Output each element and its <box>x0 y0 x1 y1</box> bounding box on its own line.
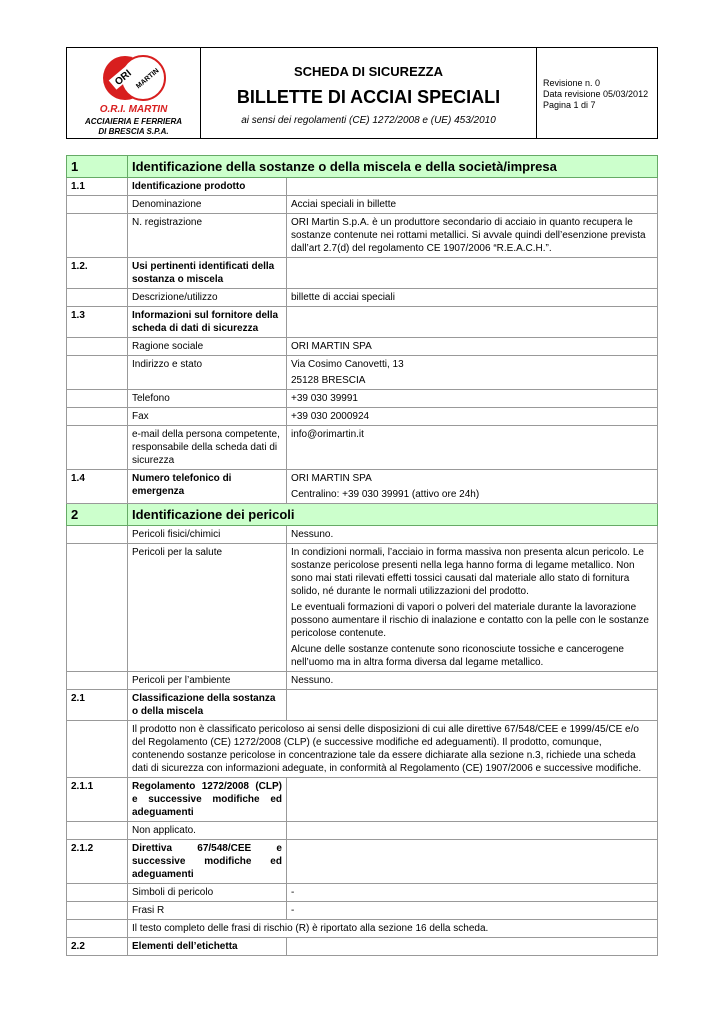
table-row: Frasi R - <box>67 902 658 920</box>
classification-text: Il prodotto non è classificato pericoloso ai sensi delle disposizioni di cui alle direttive 67/548/CEE e 1999/45/CE e/o del Regolamento (CE) 1272/2008 (CLP) (e successive modifiche ed adeguamenti). Il prodotto, comunque, contenendo sostanze pericolose in concentrazione tale da essere dichiarate alla sezione n.3, richiede una scheda dati di sicurezza con informazioni adeguate, in conformità al Regolamento (CE) 1907/2006 e successive modifiche. <box>128 721 658 778</box>
svg-text:MARTIN: MARTIN <box>135 67 161 91</box>
revision-info <box>537 48 657 138</box>
table-row: Indirizzo e stato Via Cosimo Canovetti, 13 25128 BRESCIA <box>67 356 658 390</box>
table-row: Il testo completo delle frasi di rischio (R) è riportato alla sezione 16 della scheda. <box>67 920 658 938</box>
table-row <box>67 721 658 778</box>
subsection-row: 2.1 Classificazione della sostanza o della miscela <box>67 690 658 721</box>
subsection-row: 2.1.1 Regolamento 1272/2008 (CLP) e successive modifiche ed adeguamenti <box>67 778 658 822</box>
table-row: Pericoli fisici/chimici Nessuno. <box>67 526 658 544</box>
table-row: Telefono +39 030 39991 <box>67 390 658 408</box>
revision-date: Data revisione 05/03/2012 <box>543 89 649 99</box>
table-row: Non applicato. <box>67 822 658 840</box>
section-header <box>67 156 658 178</box>
document-subtitle: ai sensi dei regolamenti (CE) 1272/2008 e (UE) 453/2010 <box>241 115 496 126</box>
revision-number: Revisione n. 0 <box>543 78 601 88</box>
table-row: Ragione sociale ORI MARTIN SPA <box>67 338 658 356</box>
table-row: Fax +39 030 2000924 <box>67 408 658 426</box>
section-number: 2 <box>67 504 128 526</box>
section-header <box>67 504 658 526</box>
section-number: 1 <box>67 156 128 178</box>
subsection-row: 1.3 Informazioni sul fornitore della scheda di dati di sicurezza <box>67 307 658 338</box>
svg-text:ORI: ORI <box>113 68 134 88</box>
safety-data-table <box>66 155 658 956</box>
company-description: ACCIAIERIA E FERRIERA DI BRESCIA S.P.A. <box>84 117 183 136</box>
table-row: Simboli di pericolo - <box>67 884 658 902</box>
subsection-row: 2.1.2 Direttiva 67/548/CEE e successive modifiche ed adeguamenti <box>67 840 658 884</box>
page-number: Pagina 1 di 7 <box>543 100 596 110</box>
subsection-row: 1.2. Usi pertinenti identificati della sostanza o miscela <box>67 258 658 289</box>
document-header <box>66 47 658 139</box>
table-row: Pericoli per l’ambiente Nessuno. <box>67 672 658 690</box>
table-row: Descrizione/utilizzo billette di acciai speciali <box>67 289 658 307</box>
document-title: BILLETTE DI ACCIAI SPECIALI <box>236 87 501 107</box>
table-row: Pericoli per la salute In condizioni normali, l’acciaio in forma massiva non presenta alcun pericolo. Le sostanze pericolose presenti nella lega hanno forma di legame metallico. Non sono mai stati rilevati effetti tossici causati dal materiale allo stato di fornitura solido, né durante le normali utilizzazioni del prodotto. Le eventuali formazioni di vapori o polveri del materiale durante la lavorazione possono aumentare il rischio di inalazione e contatto con la pelle con le sostanze pericolose contenute. Alcune delle sostanze contenute sono riconosciute tossiche e cancerogene nell’uomo ma in altra forma diversa dal legame metallico. <box>67 544 658 672</box>
table-row: e-mail della persona competente, responsabile della scheda dati di sicurezza info@orimartin.it <box>67 426 658 470</box>
document-title-cell <box>201 48 537 138</box>
subsection-row: 2.2 Elementi dell’etichetta <box>67 938 658 956</box>
subsection-row: 1.4 Numero telefonico di emergenza ORI MARTIN SPA Centralino: +39 030 39991 (attivo ore 24h) <box>67 470 658 504</box>
table-row: Denominazione Acciai speciali in billette <box>67 196 658 214</box>
email-value: info@orimartin.it <box>286 426 657 470</box>
company-logo-cell <box>67 48 201 138</box>
document-type: SCHEDA DI SICUREZZA <box>293 64 444 79</box>
table-row: N. registrazione ORI Martin S.p.A. è un produttore secondario di acciaio in quanto recupera le sostanze contenute nei rottami metallici. Si avvale quindi dell’esenzione prevista dall’art 2.7(d) del regolamento CE 1907/2006 “R.E.A.C.H.”. <box>67 214 658 258</box>
company-name: O.R.I. MARTIN <box>99 104 168 115</box>
ori-martin-logo-icon <box>101 52 167 104</box>
section-title: Identificazione dei pericoli <box>128 504 658 526</box>
subsection-row: 1.1 Identificazione prodotto <box>67 178 658 196</box>
section-title: Identificazione della sostanze o della miscela e della società/impresa <box>128 156 658 178</box>
